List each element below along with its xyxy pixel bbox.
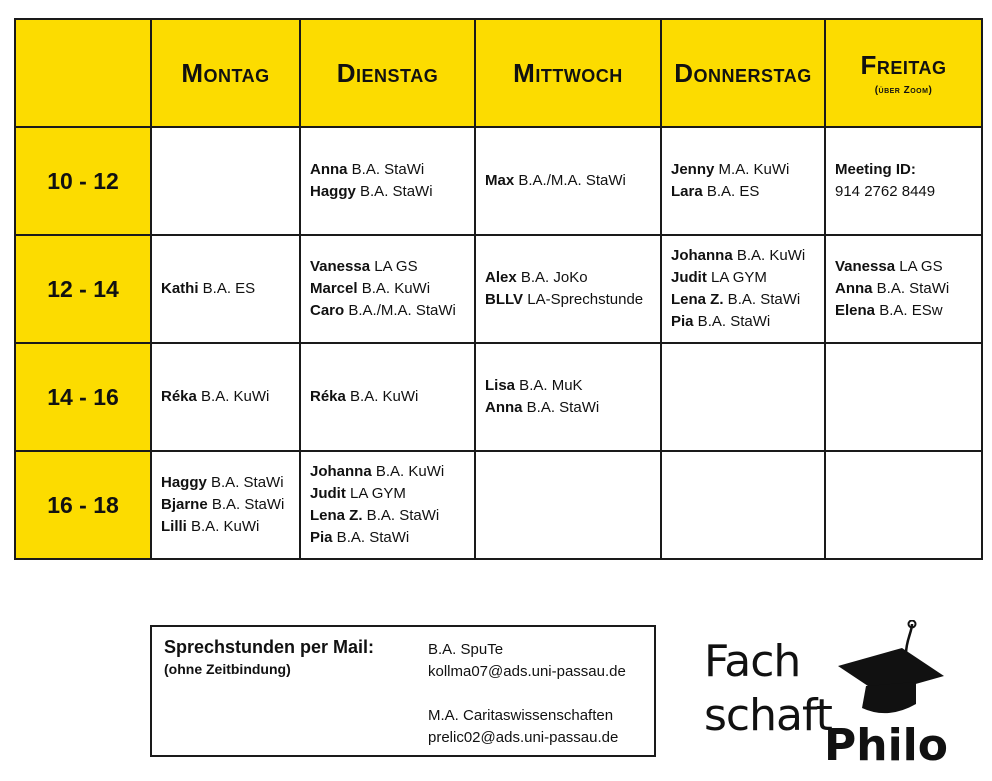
day-header-donnerstag: Donnerstag [661, 19, 825, 127]
staff-name: Réka [161, 388, 197, 405]
staff-entry [671, 159, 824, 181]
corner-cell [15, 19, 151, 127]
staff-program: B.A. MuK [515, 377, 583, 394]
staff-program: B.A. StaWi [206, 474, 284, 491]
staff-program: B.A./M.A. StaWi [514, 172, 626, 189]
staff-entry [310, 505, 474, 527]
staff-name: Marcel [310, 280, 358, 297]
staff-name: Haggy [310, 183, 356, 200]
staff-entry [310, 181, 474, 203]
staff-entry [671, 267, 824, 289]
staff-program: 914 2762 8449 [835, 183, 936, 200]
staff-program: LA GS [895, 258, 943, 275]
staff-entry [310, 159, 474, 181]
staff-name: Jenny [671, 161, 715, 178]
time-slot-row [15, 451, 982, 559]
logo-line-philo: Philo [824, 720, 948, 771]
staff-program: B.A. ES [198, 280, 256, 297]
staff-name: Johanna [671, 247, 733, 264]
staff-entry [485, 170, 660, 192]
day-header-dienstag: Dienstag [300, 19, 475, 127]
staff-program: B.A./M.A. StaWi [344, 302, 456, 319]
staff-entry [671, 311, 824, 333]
staff-entry [161, 386, 299, 408]
fachschaft-philo-logo [700, 620, 980, 770]
staff-entry [485, 375, 660, 397]
mail-entry-2 [428, 705, 618, 749]
mail-entry-1 [428, 639, 626, 683]
staff-name: Réka [310, 388, 346, 405]
mail-subtitle: (ohne Zeitbindung) [164, 661, 291, 677]
staff-name: Anna [835, 280, 873, 297]
logo-line-schaft: schaft [704, 690, 832, 741]
staff-program: B.A. StaWi [723, 291, 801, 308]
staff-program: B.A. KuWi [371, 463, 445, 480]
staff-name: Max [485, 172, 515, 189]
staff-entry [161, 516, 299, 538]
staff-name: Pia [310, 529, 333, 546]
schedule-cell [825, 127, 982, 235]
staff-entry [835, 159, 981, 181]
schedule-cell [151, 235, 300, 343]
staff-name: Meeting ID: [835, 161, 916, 178]
staff-entry [310, 386, 474, 408]
mail-email[interactable]: prelic02@ads.uni-passau.de [428, 729, 619, 746]
staff-name: Alex [485, 269, 517, 286]
staff-name: Vanessa [310, 258, 371, 275]
schedule-cell [300, 451, 475, 559]
day-header-montag: Montag [151, 19, 300, 127]
staff-program: B.A. KuWi [196, 388, 270, 405]
staff-entry [310, 278, 474, 300]
time-slot-label: 16 - 18 [15, 451, 151, 559]
day-header-freitag: Freitag (über Zoom) [825, 19, 982, 127]
time-slot-row [15, 343, 982, 451]
staff-entry [835, 256, 981, 278]
header-row [15, 19, 982, 127]
staff-name: Caro [310, 302, 345, 319]
staff-entry [310, 461, 474, 483]
staff-entry [485, 289, 660, 311]
staff-entry [161, 472, 299, 494]
mail-program: B.A. SpuTe [428, 641, 504, 658]
schedule-cell [300, 127, 475, 235]
staff-program: B.A. ES [702, 183, 760, 200]
staff-program: B.A. JoKo [516, 269, 588, 286]
graduation-cap-icon [832, 620, 952, 720]
staff-entry [485, 267, 660, 289]
schedule-cell [661, 235, 825, 343]
staff-name: Pia [671, 313, 694, 330]
staff-program: B.A. KuWi [732, 247, 806, 264]
staff-program: LA GS [370, 258, 418, 275]
mail-program: M.A. Caritaswissenschaften [428, 707, 614, 724]
staff-program: B.A. StaWi [355, 183, 433, 200]
staff-program: B.A. StaWi [522, 399, 600, 416]
staff-program: B.A. KuWi [357, 280, 431, 297]
staff-program: B.A. StaWi [347, 161, 425, 178]
schedule-cell [661, 451, 825, 559]
staff-entry [161, 494, 299, 516]
schedule-cell [475, 235, 661, 343]
staff-name: Lena Z. [671, 291, 724, 308]
schedule-table [14, 18, 983, 560]
schedule-cell [661, 343, 825, 451]
staff-name: Bjarne [161, 496, 208, 513]
staff-entry [485, 397, 660, 419]
staff-name: Judit [671, 269, 707, 286]
schedule-cell [475, 451, 661, 559]
staff-program: B.A. KuWi [345, 388, 419, 405]
schedule-cell [825, 343, 982, 451]
schedule-cell [300, 343, 475, 451]
time-slot-label: 10 - 12 [15, 127, 151, 235]
staff-entry [671, 289, 824, 311]
staff-program: B.A. StaWi [872, 280, 950, 297]
staff-name: Lisa [485, 377, 516, 394]
time-slot-row [15, 127, 982, 235]
schedule-cell [151, 451, 300, 559]
staff-entry [310, 527, 474, 549]
staff-program: B.A. StaWi [332, 529, 410, 546]
staff-name: Haggy [161, 474, 207, 491]
staff-entry [310, 483, 474, 505]
staff-name: Lena Z. [310, 507, 363, 524]
staff-entry [835, 300, 981, 322]
staff-program: B.A. StaWi [693, 313, 771, 330]
schedule-cell [151, 343, 300, 451]
staff-name: Lilli [161, 518, 187, 535]
staff-entry [310, 300, 474, 322]
schedule-cell [151, 127, 300, 235]
staff-entry [161, 278, 299, 300]
staff-entry [671, 181, 824, 203]
staff-name: BLLV [485, 291, 524, 308]
staff-entry [835, 181, 981, 203]
staff-program: LA-Sprechstunde [523, 291, 644, 308]
staff-name: Judit [310, 485, 346, 502]
zoom-note: (über Zoom) [874, 85, 933, 96]
staff-name: Vanessa [835, 258, 896, 275]
staff-name: Lara [671, 183, 703, 200]
logo-line-fach: Fach [704, 636, 801, 687]
staff-program: LA GYM [345, 485, 406, 502]
day-header-mittwoch: Mittwoch [475, 19, 661, 127]
time-slot-label: 14 - 16 [15, 343, 151, 451]
time-slot-label: 12 - 14 [15, 235, 151, 343]
staff-name: Kathi [161, 280, 199, 297]
staff-name: Anna [310, 161, 348, 178]
staff-program: B.A. StaWi [362, 507, 440, 524]
staff-program: LA GYM [706, 269, 767, 286]
staff-name: Elena [835, 302, 876, 319]
staff-program: B.A. StaWi [207, 496, 285, 513]
mail-title: Sprechstunden per Mail: [164, 637, 375, 657]
schedule-cell [475, 343, 661, 451]
staff-program: B.A. ESw [875, 302, 943, 319]
staff-program: M.A. KuWi [714, 161, 790, 178]
staff-program: B.A. KuWi [186, 518, 260, 535]
staff-name: Johanna [310, 463, 372, 480]
schedule-cell [825, 451, 982, 559]
schedule-cell [300, 235, 475, 343]
schedule-cell [475, 127, 661, 235]
staff-name: Anna [485, 399, 523, 416]
staff-entry [310, 256, 474, 278]
schedule-cell [825, 235, 982, 343]
mail-office-hours-box [150, 625, 656, 757]
mail-email[interactable]: kollma07@ads.uni-passau.de [428, 663, 626, 680]
staff-entry [835, 278, 981, 300]
staff-entry [671, 245, 824, 267]
time-slot-row [15, 235, 982, 343]
schedule-cell [661, 127, 825, 235]
